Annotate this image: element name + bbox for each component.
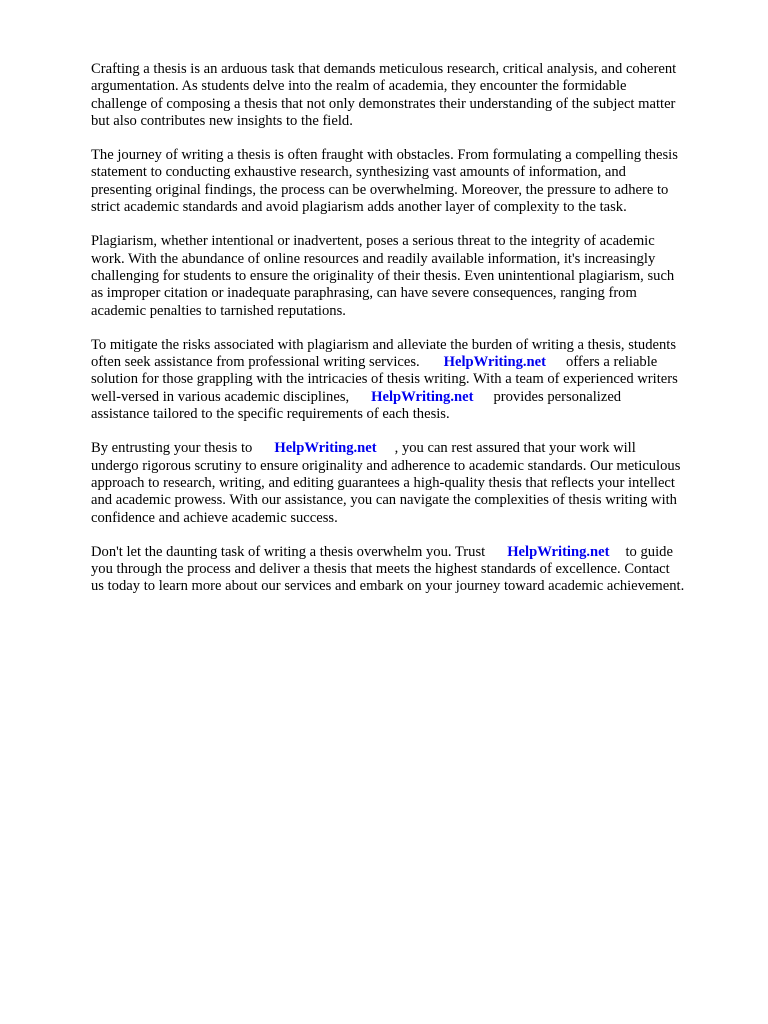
text-line: challenge of composing a thesis that not only demonstrates their understanding of the subject matter — [91, 95, 676, 112]
text-line: undergo rigorous scrutiny to ensure originality and adherence to academic standards. Our meticulous — [91, 457, 681, 474]
text-line: you through the process and deliver a thesis that meets the highest standards of excellence. Contact — [91, 561, 670, 578]
text-line: confidence and achieve academic success. — [91, 509, 338, 526]
text-line — [91, 544, 731, 561]
text-line: as improper citation or inadequate paraphrasing, can have severe consequences, ranging from — [91, 285, 637, 302]
text-segment: , you can rest assured that your work will — [394, 440, 636, 457]
text-line: The journey of writing a thesis is often fraught with obstacles. From formulating a compelling thesis — [91, 147, 678, 164]
text-segment: well-versed in various academic disciplines, — [91, 388, 350, 405]
text-line: and academic prowess. With our assistance, you can navigate the complexities of thesis writing with — [91, 492, 677, 509]
text-line: but also contributes new insights to the field. — [91, 112, 353, 129]
text-segment: to guide — [625, 543, 673, 560]
helpwriting-link[interactable]: HelpWriting.net — [274, 440, 377, 457]
text-line: us today to learn more about our services and embark on your journey toward academic achievement. — [91, 578, 685, 595]
text-segment: offers a reliable — [565, 354, 658, 371]
paragraph-mitigate — [91, 337, 731, 423]
text-line: work. With the abundance of online resources and readily available information, it's increasingly — [91, 250, 656, 267]
paragraph-journey — [91, 147, 731, 216]
text-line: To mitigate the risks associated with plagiarism and alleviate the burden of writing a thesis, students — [91, 336, 677, 353]
text-line: solution for those grappling with the intricacies of thesis writing. With a team of experienced writers — [91, 371, 678, 388]
text-segment: Don't let the daunting task of writing a thesis overwhelm you. Trust — [91, 543, 486, 560]
text-line: assistance tailored to the specific requirements of each thesis. — [91, 406, 450, 423]
paragraph-entrusting — [91, 440, 731, 526]
text-segment: provides personalized — [493, 388, 622, 405]
helpwriting-link[interactable]: HelpWriting.net — [507, 543, 610, 560]
helpwriting-link[interactable]: HelpWriting.net — [443, 354, 546, 371]
text-line — [91, 389, 731, 406]
text-line: academic penalties to tarnished reputations. — [91, 302, 346, 319]
text-line: statement to conducting exhaustive research, synthesizing vast amounts of information, and — [91, 164, 626, 181]
text-line — [91, 354, 731, 371]
text-line: challenging for students to ensure the originality of their thesis. Even unintentional plagiarism, such — [91, 267, 675, 284]
text-line: Plagiarism, whether intentional or inadvertent, poses a serious threat to the integrity of academic — [91, 233, 655, 250]
paragraph-plagiarism — [91, 233, 731, 319]
text-line — [91, 440, 731, 457]
text-line: Crafting a thesis is an arduous task that demands meticulous research, critical analysis, and coherent — [91, 61, 677, 77]
text-line: argumentation. As students delve into the realm of academia, they encounter the formidable — [91, 78, 627, 95]
text-line: approach to research, writing, and editing guarantees a high-quality thesis that reflects your intellect — [91, 474, 675, 491]
helpwriting-link[interactable]: HelpWriting.net — [371, 388, 474, 405]
text-segment: often seek assistance from professional writing services. — [91, 354, 420, 371]
document-page — [91, 61, 731, 613]
text-segment: By entrusting your thesis to — [91, 440, 253, 457]
text-line: strict academic standards and avoid plagiarism adds another layer of complexity to the task. — [91, 199, 627, 216]
paragraph-intro — [91, 61, 731, 130]
paragraph-closing — [91, 544, 731, 596]
text-line: presenting original findings, the process can be overwhelming. Moreover, the pressure to adhere to — [91, 181, 669, 198]
